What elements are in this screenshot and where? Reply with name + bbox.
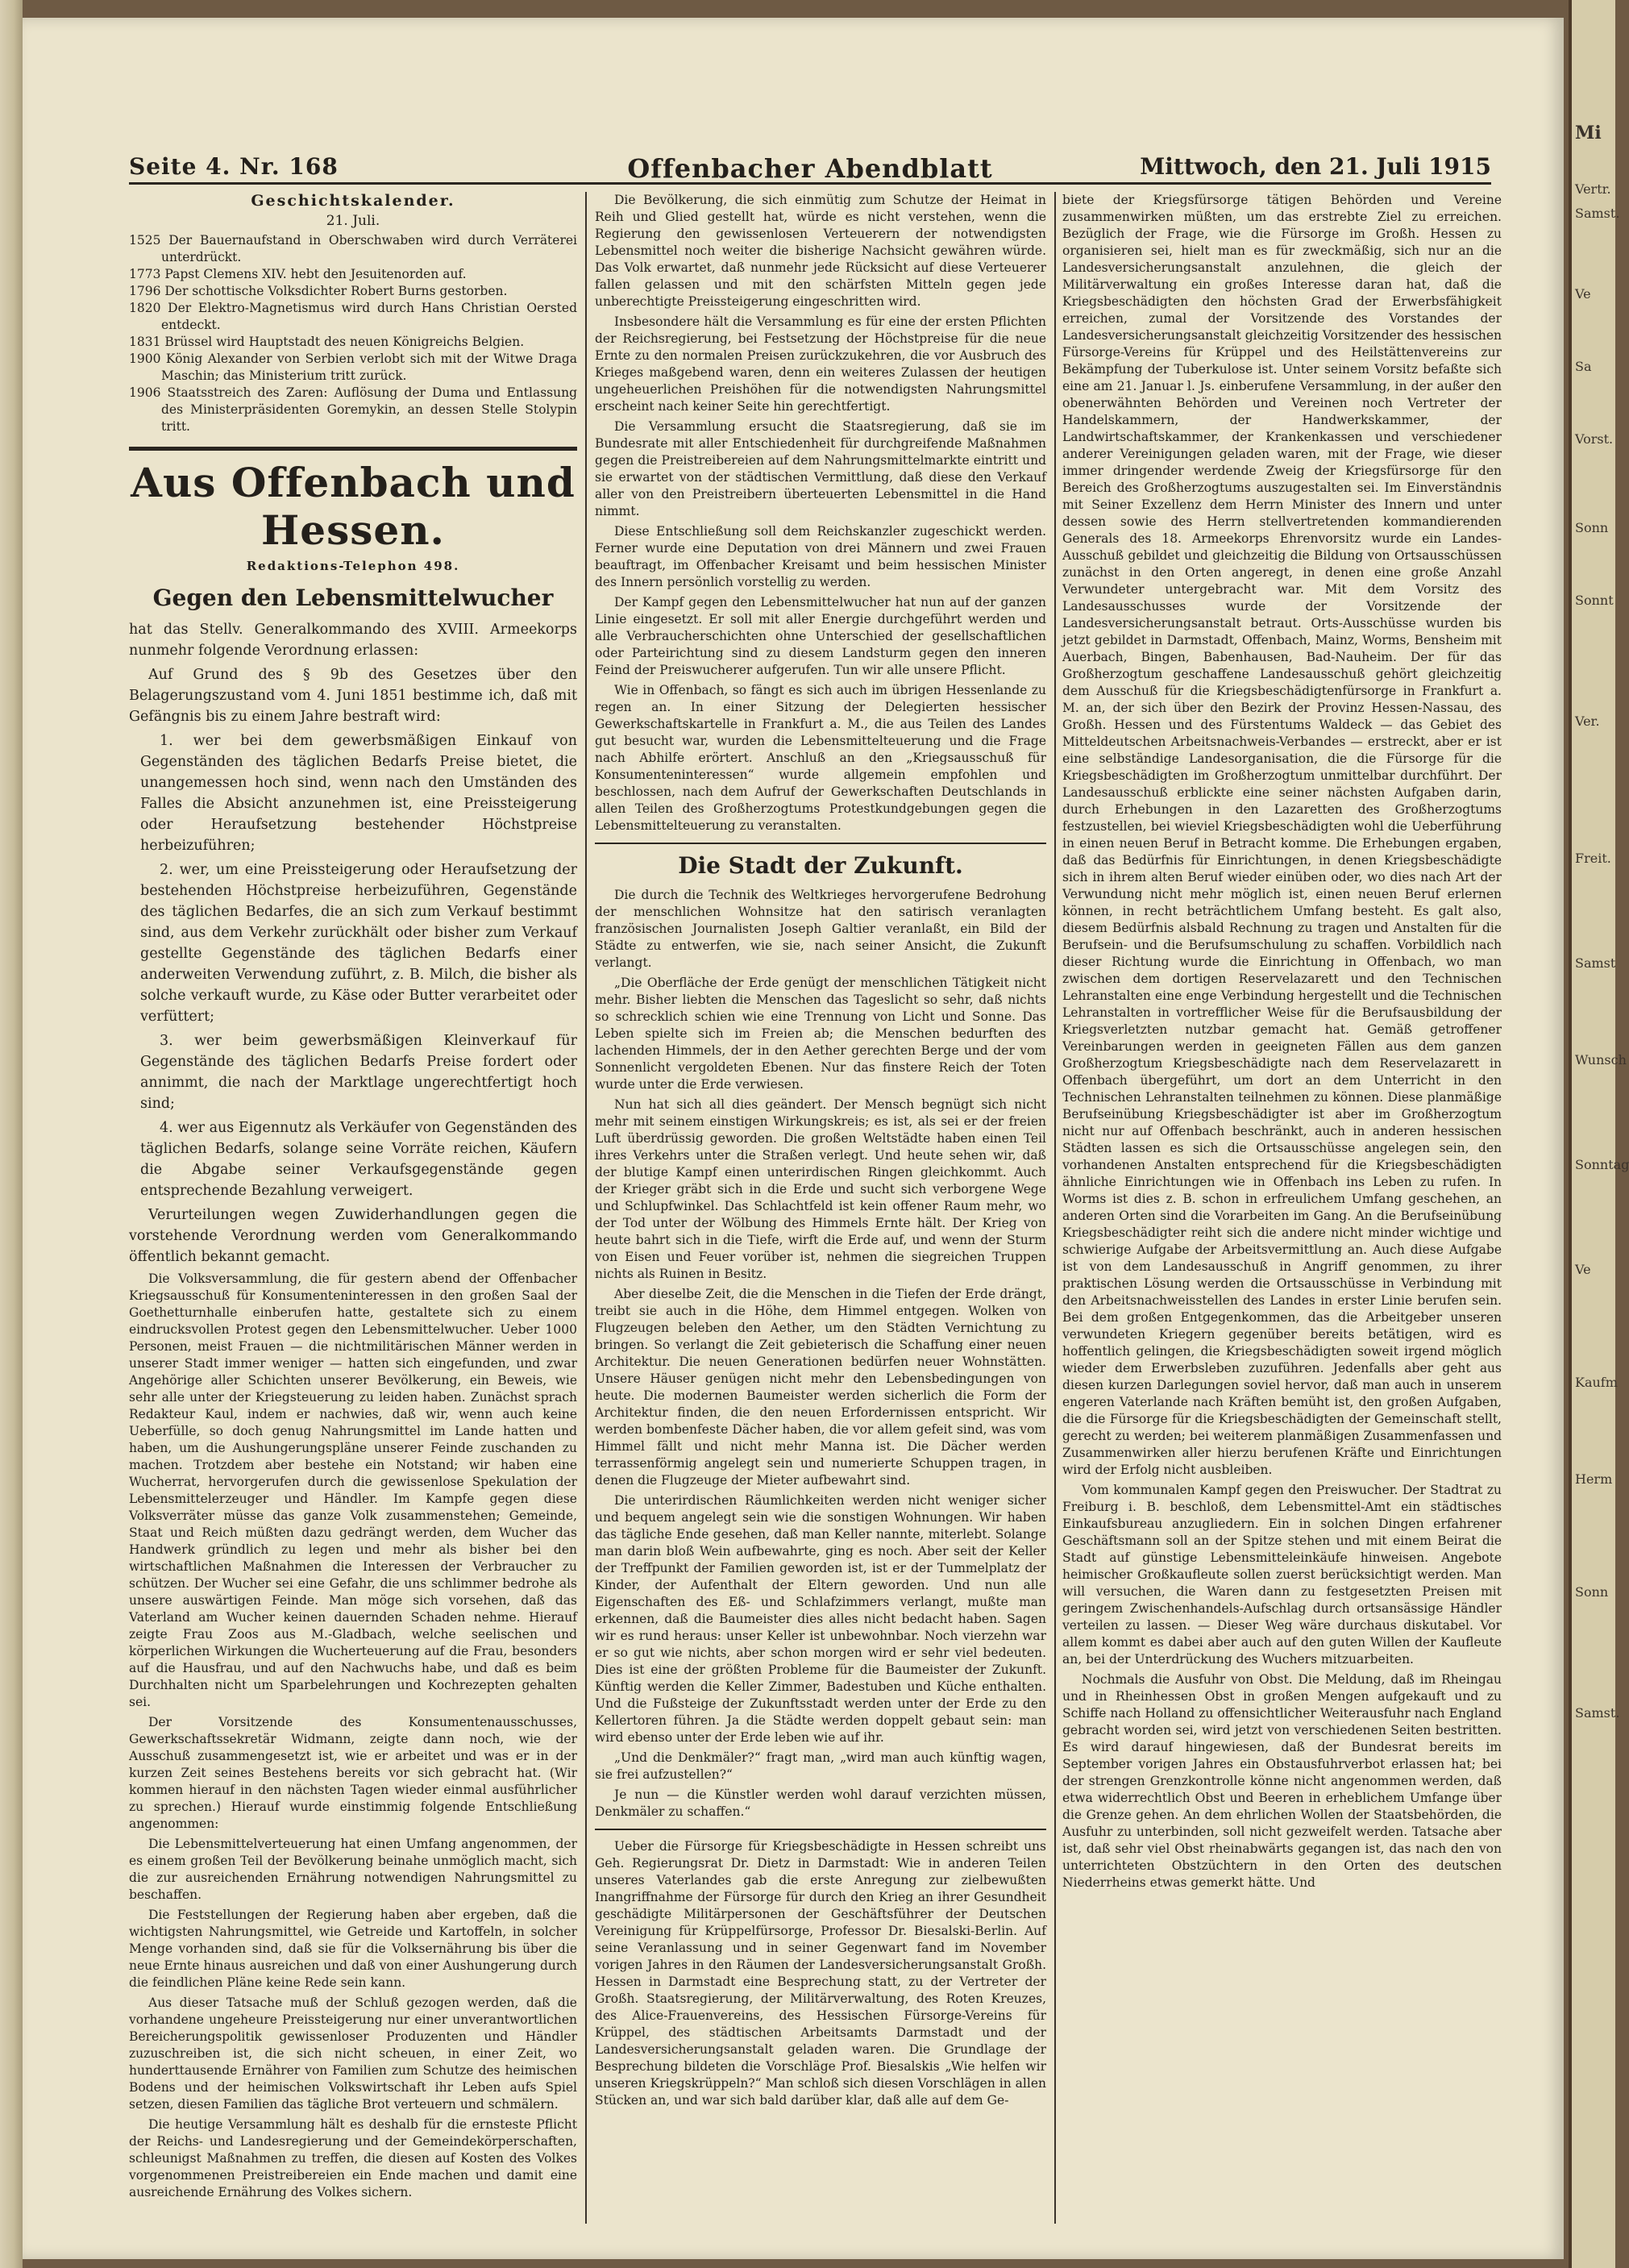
page-header <box>129 137 1491 185</box>
adjacent-page-fragment: Sonn <box>1575 1584 1609 1600</box>
article-paragraph: „Die Oberfläche der Erde genügt der menschlichen Tätigkeit nicht mehr. Bisher liebten die Menschen das Tageslicht so sehr, daß nichts so schrecklich schien wie eine Trennung von Licht und Sonne. Das Leben spielte sich im Freien ab; die Menschen bedurften des lachenden Himmels, der in den Aether gerechten Berge und der vom Sonnenlicht vergoldeten Ebenen. Nur das finstere Reich der Toten wurde unter die Erde verwiesen. <box>595 976 1046 1092</box>
column-rule <box>1054 192 1056 2224</box>
adjacent-page-fragment: Wunsch <box>1575 1052 1627 1067</box>
article-paragraph: Je nun — die Künstler werden wohl darauf verzichten müssen, Denkmäler zu schaffen.“ <box>595 1787 1046 1819</box>
article-paragraph: Wie in Offenbach, so fängt es sich auch im übrigen Hessenlande zu regen an. In einer Sitzung der Delegierten hessischer Gewerkschaftskartelle in Frankfurt a. M., die aus Teilen des Landes gut besucht war, wurden die Lebensmittelteuerung und die Frage nach Abhilfe erörtert. Anschluß an den „Kriegsausschuß für Konsumenteninteressen“ wurde allgemein empfohlen und beschlossen, nach dem Aufruf der Gewerkschaften Deutschlands in allen Teilen des Großherzogtums Protestkundgebungen gegen die Lebensmittelteuerung zu veranstalten. <box>595 683 1046 833</box>
adjacent-page-fragment: Freit. <box>1575 851 1611 866</box>
adjacent-page-fragment: Ve <box>1575 1262 1591 1277</box>
article-title: Die Stadt der Zukunft. <box>678 852 963 879</box>
adjacent-page-fragment: Samst <box>1575 955 1616 971</box>
section-title: Aus Offenbach und Hessen. <box>131 459 576 554</box>
book-binding-edge <box>0 0 23 2268</box>
article-paragraph: Insbesondere hält die Versammlung es für eine der ersten Pflichten der Reichsregierung, bei Festsetzung der Höchstpreise für die neue Ernte zu den normalen Preisen zurückzukehren, die vor Ausbruch des Krieges maßgebend waren, denn ein weiteres Zulassen der heutigen ungeheuerlichen Preishöhen für die notwendigsten Nahrungsmittel erscheint nach keiner Seite hin gerechtfertigt. <box>595 314 1046 414</box>
article-paragraph: hat das Stellv. Generalkommando des XVIII. Armeekorps nunmehr folgende Verordnung erlassen: <box>129 622 577 659</box>
article-paragraph: Die Volksversammlung, die für gestern abend der Offenbacher Kriegsausschuß für Konsumenteninteressen in den großen Saal der Goethetturnhalle einberufen hatte, gestaltete sich zu einem eindrucksvollen Protest gegen den Lebensmittelwucher. Ueber 1000 Personen, meist Frauen — die nichtmilitärischen Männer werden in unserer Stadt immer weniger — hatten sich eingefunden, und zwar Angehörige aller Schichten unserer Bevölkerung, ein Beweis, wie sehr alle unter der Kriegsteuerung zu leiden haben. Zunächst sprach Redakteur Kaul, indem er nachwies, daß wir, wenn auch keine Ueberfülle, so doch genug Nahrungsmittel im Lande hatten und haben, um die Aushungerungspläne unserer Feinde zuschanden zu machen. Trotzdem aber bestehe ein Notstand; wir haben eine Wucherrat, hervorgerufen durch die gewissenlose Spekulation der Lebensmittelerzeuger und Händler. Im Kampfe gegen diese Volksverräter müsse das ganze Volk zusammenstehen; Gemeinde, Staat und Reich müßten dazu gedrängt werden, dem Wucher das Handwerk gründlich zu legen und mehr als bisher bei den wirtschaftlichen Maßnahmen die Interessen der Verbraucher zu schützen. Der Wucher sei eine Gefahr, die uns schlimmer bedrohe als unsere auswärtigen Feinde. Man möge sich vorsehen, daß das Vaterland am Wucher keinen dauernden Schaden nehme. Hierauf zeigte Frau Zoos aus M.-Gladbach, welche seelischen und körperlichen Wirkungen die Wucherteuerung auf die Frau, besonders auf die Hausfrau, und auf den Nachwuchs habe, und daß es beim Durchhalten nicht um Sparbelehrungen und Kochrezepten gehalten sei. <box>129 1271 577 1709</box>
ordinance-item: 1. wer bei dem gewerbsmäßigen Einkauf von Gegenständen des täglichen Bedarfs Preise bietet, die unangemessen hoch sind, wenn nach den Umständen des Falles die Absicht anzunehmen ist, eine Preissteigerung oder Heraufsetzung bestehender Höchstpreise herbeizuführen; <box>140 733 577 854</box>
editorial-phone: Redaktions-Telephon 498. <box>246 559 460 573</box>
newspaper-title: Offenbacher Abendblatt <box>627 153 993 184</box>
adjacent-page-fragment: Herm <box>1575 1471 1613 1487</box>
column-1 <box>129 192 577 2204</box>
adjacent-page-fragment: Kaufm <box>1575 1375 1618 1390</box>
adjacent-page-fragment: Samst. <box>1575 206 1620 221</box>
article-divider <box>595 1829 1046 1830</box>
article-paragraph: Diese Entschließung soll dem Reichskanzler zugeschickt werden. Ferner wurde eine Deputation von drei Männern und zwei Frauen beauftragt, im Offenbacher Kreisamt und beim hessischen Minister des Innern persönlich vorstellig zu werden. <box>595 524 1046 589</box>
calendar-entry: 1831 Brüssel wird Hauptstadt des neuen Königreichs Belgien. <box>129 335 525 349</box>
resolution-paragraph: Die heutige Versammlung hält es deshalb für die ernsteste Pflicht der Reichs- und Landesregierung und der Gemeindekörperschaften, schleunigst Maßnahmen zu treffen, die diesen auf Kosten des Volkes vorgenommenen Preistreibereien ein Ende machen und damit eine ausreichende Ernährung des Volkes sichern. <box>129 2117 577 2199</box>
article-paragraph: biete der Kriegsfürsorge tätigen Behörden und Vereine zusammenwirken müßten, um das erstrebte Ziel zu erreichen. Bezüglich der Frage, wie die Fürsorge im Großh. Hessen zu organisieren sei, hielt man es für zweckmäßig, sich nur an die Landesversicherungsanstalt anzulehnen, die gleich der Militärverwaltung ein großes Interesse daran hat, daß die Kriegsbeschädigten den höchsten Grad der Erwerbsfähigkeit erreichen, zumal der Vorsitzende des Vorstandes der Landesversicherungsanstalt gleichzeitig Vorsitzender des hessischen Fürsorge-Vereins für Krüppel und des Heilstättenvereins zur Bekämpfung der Tuberkulose ist. Unter seinem Vorsitz befaßte sich eine am 21. Januar l. Js. einberufene Versammlung, in der außer den obenerwähnten Behörden und Vereinen noch Vertreter der Handelskammern, der Handwerkskammer, der Landwirtschaftskammer, der Krankenkassen und verschiedener anderer Vereinigungen geladen waren, mit der Frage, wie dieser immer dringender werdende Zweig der Kriegsfürsorge für den Bereich des Großherzogtums auszugestalten sei. Im Einverständnis mit Seiner Exzellenz dem Herrn Minister des Innern und unter dessen sowie des Herrn stellvertretenden kommandierenden Generals des 18. Armeekorps Ehrenvorsitz wurde ein Landes-Ausschuß gebildet und gleichzeitig die Bildung von Ortsausschüssen zunächst in den Orten angeregt, in denen eine große Anzahl Verwundeter untergebracht war. Mit dem Vorsitz des Landesausschusses wurde der Vorsitzende der Landesversicherungsanstalt betraut. Orts-Ausschüsse wurden bis jetzt gebildet in Darmstadt, Offenbach, Mainz, Worms, Bensheim mit Auerbach, Bingen, Babenhausen, Bad-Nauheim. Der für das Großherzogtum geschaffene Landesausschuß gehört gleichzeitig dem Ausschuß für die Kriegsbeschädigtenfürsorge in Frankfurt a. M. an, der sich über den Bezirk der Provinz Hessen-Nassau, des Großh. Hessen und des Fürstentums Waldeck — das Gebiet des Mitteldeutschen Arbeitsnachweis-Verbandes — erstreckt, aber er ist eine selbständige Landesorganisation, die die Fürsorge für die Kriegsbeschädigten im Großherzogtum unmittelbar durchführt. Der Landesausschuß erblickte eine seiner nächsten Aufgaben darin, durch Erhebungen in den Lazaretten des Großherzogtums festzustellen, bei wieviel Kriegsbeschädigten wohl die Ueberführung in einen neuen Beruf in Betracht komme. Die Erhebungen ergaben, daß das Bedürfnis für Einrichtungen, in denen Kriegsbeschädigte sich in ihrem alten Beruf wieder einüben oder, wo dies nach Art der Verwundung nicht mehr möglich ist, einen neuen Beruf erlernen können, in recht beträchtlichem Umfang besteht. Es galt also, diesem Bedürfnis alsbald Rechnung zu tragen und Anstalten für die Berufsein- und die Berufsumschulung zu schaffen. Vorbildlich nach dieser Richtung wurde die Einrichtung in Offenbach, wo man zwischen dem dortigen Reservelazarett und den Technischen Lehranstalten eine enge Verbindung hergestellt und die Technischen Lehranstalten in vortrefflicher Weise für die Berufsausbildung der Kriegsverletzten nutzbar gemacht hat. Gemäß getroffener Vereinbarungen werden in geeigneten Fällen aus dem ganzen Großherzogtum Kriegsbeschädigte nach dem Reservelazarett in Offenbach übergeführt, um dort an dem Unterricht in den Technischen Lehranstalten teilnehmen zu können. Diese planmäßige Berufseinübung Kriegsbeschädigter ist aber im Großherzogtum nicht nur auf Offenbach beschränkt, auch in anderen hessischen Städten lassen es sich die Ortsausschüsse angelegen sein, den vorhandenen Anstalten entsprechend für die Kriegsbeschädigten ähnliche Einrichtungen wie in Offenbach ins Leben zu rufen. In Worms ist dies z. B. schon in erfreulichem Umfang geschehen, an anderen Orten sind die Vorarbeiten im Gang. An die Berufseinübung Kriegsbeschädigter reiht sich die andere nicht minder wichtige und schwierige Aufgabe der Arbeitsvermittlung an. Auch diese Aufgabe ist von dem Landesausschuß in Angriff genommen, zu ihrer praktischen Lösung werden die Ortsausschüsse in Verbindung mit den Arbeitsnachweisstellen des Landes in erster Linie berufen sein. Bei dem großen Entgegenkommen, das die Arbeitgeber unseren verwundeten Kriegern gegenüber bereits betätigen, wird es hoffentlich gelingen, die Kriegsbeschädigten soweit irgend möglich wieder dem Erwerbsleben zuzuführen. Jedenfalls aber geht aus diesen kurzen Darlegungen soviel hervor, daß man auch in unserem engeren Vaterlande nach Kräften bemüht ist, den großen Aufgaben, die die Fürsorge für die Kriegsbeschädigten der Gemeinschaft stellt, gerecht zu werden; bei weiterem planmäßigen Zusammenfassen und Zusammenwirken aller hierzu berufenen Kräfte und Einrichtungen wird der Erfolg nicht ausbleiben. <box>1062 193 1502 1477</box>
column-3 <box>1062 192 1502 1895</box>
article-paragraph: Verurteilungen wegen Zuwiderhandlungen gegen die vorstehende Verordnung werden vom Generalkommando öffentlich bekannt gemacht. <box>129 1207 577 1265</box>
article-paragraph: „Und die Denkmäler?“ fragt man, „wird man auch künftig wagen, sie frei aufzustellen?“ <box>595 1750 1046 1782</box>
article-paragraph: Die unterirdischen Räumlichkeiten werden nicht weniger sicher und bequem angelegt sein wie die sonstigen Wohnungen. Wir haben das tägliche Ende gesehen, daß man Keller nannte, miterlebt. Solange man darin bloß Wein aufbewahrte, ging es noch. Aber seit der Keller der Treffpunkt der Familien geworden ist, ist er der Tummelplatz der Kinder, der Aufenthalt der Eltern geworden. Und nun alle Eigenschaften des Eß- und Schlafzimmers verlangt, mußte man erkennen, daß die Baumeister dies alles nicht bedacht haben. Sagen wir es rund heraus: unser Keller ist unbewohnbar. Noch vierzehn war er so gut wie nichts, aber schon morgen wird er sehr viel bedeuten. Dies ist eine der größten Probleme für die Baumeister der Zukunft. Künftig werden die Keller Zimmer, Badestuben und Küche enthalten. Und die Fußsteige der Zukunftsstadt werden unter der Erde zu den Kellertoren führen. Ja die Städte werden doppelt gebaut sein: man wird ebenso unter der Erde leben wie auf ihr. <box>595 1493 1046 1745</box>
column-rule <box>585 192 587 2224</box>
article-divider <box>595 843 1046 844</box>
adjacent-page-fragment: Vorst. <box>1575 431 1614 447</box>
page-number: Seite 4. Nr. 168 <box>129 153 339 180</box>
article-paragraph: Die Versammlung ersucht die Staatsregierung, daß sie im Bundesrate mit aller Entschiedenheit für durchgreifende Maßnahmen gegen die Preistreibereien auf dem Nahrungsmittelmarkte eintritt und sie erwartet von der städtischen Vermittlung, daß diese den Verkauf aller von den Preistreibern überteuerten Lebensmittel in die Hand nimmt. <box>595 419 1046 518</box>
article-paragraph: Auf Grund des § 9b des Gesetzes über den Belagerungszustand vom 4. Juni 1851 bestimme ich, daß mit Gefängnis bis zu einem Jahre bestraft wird: <box>129 667 577 725</box>
calendar-entry: 1525 Der Bauernaufstand in Oberschwaben wird durch Verräterei unterdrückt. <box>129 233 577 264</box>
column-2 <box>595 192 1046 2112</box>
calendar-title: Geschichtskalender. <box>251 192 455 210</box>
adjacent-page-fragment: Vertr. <box>1575 181 1611 197</box>
calendar-entry: 1773 Papst Clemens XIV. hebt den Jesuitenorden auf. <box>129 267 467 281</box>
adjacent-page-fragment: Sa <box>1575 359 1592 374</box>
article-paragraph: Nun hat sich all dies geändert. Der Mensch begnügt sich nicht mehr mit seinem einstigen Wirkungskreis; es ist, als sei er der freien Luft überdrüssig geworden. Die großen Weltstädte haben einen Teil ihres Verkehrs unter die Straßen verlegt. Und heute sehen wir, daß der blutige Kampf einen unterirdischen Ringen gleichkommt. Auch der Krieger gräbt sich in die Erde und sucht sich verborgene Wege und Schlupfwinkel. Das Schlachtfeld ist kein offener Raum mehr, wo der Tod unter der Wölbung des Himmels Ernte hält. Der Krieg von heute bahrt sich in die Tiefe, wirft die Erde auf, und wenn der Sturm von Eisen und Feuer vorüber ist, nehmen die siegreichen Truppen nichts als Ruinen in Besitz. <box>595 1097 1046 1281</box>
article-paragraph: Die durch die Technik des Weltkrieges hervorgerufene Bedrohung der menschlichen Wohnsitze hat den satirisch veranlagten französischen Journalisten Joseph Galtier veranlaßt, ein Bild der Städte zu entwerfen, wie sie, nach seiner Ansicht, die Zukunft verlangt. <box>595 888 1046 970</box>
article-paragraph: Die Bevölkerung, die sich einmütig zum Schutze der Heimat in Reih und Glied gestellt hat, würde es nicht verstehen, wenn die Regierung den gewissenlosen Verteuerern der notwendigsten Lebensmittel noch weiter die bisherige Nachsicht gewähren würde. Das Volk erwartet, daß nunmehr jede Rücksicht auf diese Verteuerer fallen gelassen und mit den schärfsten Mitteln gegen jede unberechtigte Preissteigerung eingeschritten wird. <box>595 193 1046 309</box>
article-paragraph: Der Kampf gegen den Lebensmittelwucher hat nun auf der ganzen Linie eingesetzt. Er soll mit aller Energie durchgeführt werden und alle Verbraucherschichten ohne Unterschied der gesellschaftlichen oder Parteirichtung sind zu diesem Landsturm gegen den inneren Feind der Preiswucherer aufgerufen. Tun wir alle unsere Pflicht. <box>595 595 1046 677</box>
article-title: Gegen den Lebensmittelwucher <box>152 585 554 611</box>
ordinance-item: 4. wer aus Eigennutz als Verkäufer von Gegenständen des täglichen Bedarfs, solange seine Vorräte reichen, Käufern die Abgabe seiner Verkaufsgegenstände gegen entsprechende Bezahlung verweigert. <box>140 1120 577 1199</box>
ordinance-item: 3. wer beim gewerbsmäßigen Kleinverkauf für Gegenstände des täglichen Bedarfs Preise fordert oder annimmt, die nach der Marktlage ungerechtfertigt hoch sind; <box>140 1033 577 1112</box>
resolution-paragraph: Die Lebensmittelverteuerung hat einen Umfang angenommen, der es einem großen Teil der Bevölkerung beinahe unmöglich macht, sich die zur ausreichenden Ernährung notwendigen Nahrungsmittel zu beschaffen. <box>129 1837 577 1902</box>
resolution-paragraph: Die Feststellungen der Regierung haben aber ergeben, daß die wichtigsten Nahrungsmittel, wie Getreide und Kartoffeln, in solcher Menge vorhanden sind, daß sie für die Volksernährung bis über die neue Ernte hinaus ausreichen und daß von einer Aushungerung durch die feindlichen Pläne keine Rede sein kann. <box>129 1908 577 1990</box>
calendar-date: 21. Juli. <box>326 213 380 229</box>
newspaper-page <box>23 18 1564 2259</box>
calendar-entries <box>129 232 577 435</box>
adjacent-page-fragment: Mi <box>1575 123 1602 144</box>
article-paragraph: Vom kommunalen Kampf gegen den Preiswucher. Der Stadtrat zu Freiburg i. B. beschloß, dem Lebensmittel-Amt ein städtisches Einkaufsbureau anzugliedern. Ein in solchen Dingen erfahrener Geschäftsmann soll an der Spitze stehen und mit einem Beirat die Stadt auf günstige Lebensmitteleinkäufe hinweisen. Angebote heimischer Großkaufleute sollen zuerst berücksichtigt werden. Man will versuchen, die Waren dann zu festgesetzten Preisen mit geringem Zwischenhandels-Aufschlag durch ortsansässige Händler verteilen zu lassen. — Dieser Weg wäre durchaus diskutabel. Vor allem kommt es dabei aber auch auf den guten Willen der Kaufleute an, bei der Unterdrückung des Wuchers mitzuarbeiten. <box>1062 1483 1502 1667</box>
adjacent-page-fragment: Sonn <box>1575 520 1609 535</box>
calendar-entry: 1900 König Alexander von Serbien verlobt sich mit der Witwe Draga Maschin; das Ministerium tritt zurück. <box>129 352 577 383</box>
adjacent-page-edge <box>1569 0 1629 2268</box>
history-calendar <box>129 192 577 435</box>
resolution-paragraph: Aus dieser Tatsache muß der Schluß gezogen werden, daß die vorhandene ungeheure Preissteigerung nur einer unverantwortlichen Bereicherungspolitik gewissenloser Produzenten und Händler zuzuschreiben ist, die sich nicht scheuen, in einer Zeit, wo hunderttausende Ernährer von Familien zum Schutze des heimischen Bodens und der heimischen Volkswirtschaft ihr Leben aufs Spiel setzen, diesen Familien das tägliche Brot verteuern und schmälern. <box>129 1995 577 2112</box>
adjacent-page-fragment: Samst. <box>1575 1705 1620 1721</box>
adjacent-page-fragment: Sonnt <box>1575 593 1614 608</box>
adjacent-page-fragment: Ver. <box>1575 714 1600 729</box>
calendar-entry: 1820 Der Elektro-Magnetismus wird durch Hans Christian Oersted entdeckt. <box>129 301 577 332</box>
adjacent-page-fragment: Ve <box>1575 286 1591 302</box>
section-divider <box>129 447 577 451</box>
calendar-entry: 1796 Der schottische Volksdichter Robert Burns gestorben. <box>129 284 508 298</box>
adjacent-page-fragment: Sonntag <box>1575 1157 1629 1172</box>
calendar-entry: 1906 Staatsstreich des Zaren: Auflösung der Duma und Entlassung des Ministerpräsidenten Goremykin, an dessen Stelle Stolypin tritt. <box>129 385 577 434</box>
article-paragraph: Der Vorsitzende des Konsumentenausschusses, Gewerkschaftssekretär Widmann, zeigte dann noch, wie der Ausschuß zusammengesetzt ist, wie er arbeitet und was er in der kurzen Zeit seines Bestehens bereits vor sich gebracht hat. (Wir kommen hierauf in den nächsten Tagen wieder einmal ausführlicher zu sprechen.) Hierauf wurde einstimmig folgende Entschließung angenommen: <box>129 1715 577 1831</box>
article-paragraph: Aber dieselbe Zeit, die die Menschen in die Tiefen der Erde drängt, treibt sie auch in die Höhe, dem Himmel entgegen. Wolken von Flugzeugen beleben den Aether, um den Städten Vernichtung zu bringen. So verlangt die Zeit gebieterisch die Schaffung einer neuen Architektur. Die neuen Generationen bedürfen neuer Wohnstätten. Unsere Häuser genügen nicht mehr den Lebensbedingungen von heute. Die modernen Baumeister werden sicherlich die Form der Architektur finden, die den neuen Erfordernissen entspricht. Wir werden bombenfeste Dächer haben, die vor allem gefeit sind, was vom Himmel fällt und nicht mehr Manna ist. Die Dächer werden terrassenförmig angelegt sein und numerierte Schuppen tragen, in denen die Flugzeuge der Mieter aufbewahrt sind. <box>595 1287 1046 1488</box>
article-paragraph: Ueber die Fürsorge für Kriegsbeschädigte in Hessen schreibt uns Geh. Regierungsrat Dr. Dietz in Darmstadt: Wie in anderen Teilen unseres Vaterlandes gab die erste Anregung zur zielbewußten Inangriffnahme der Fürsorge für durch den Krieg an ihrer Gesundheit geschädigte Militärpersonen der Geschäftsführer der Deutschen Vereinigung für Krüppelfürsorge, Professor Dr. Biesalski-Berlin. Auf seine Veranlassung und in seiner Gegenwart fand im November vorigen Jahres in den Räumen der Landesversicherungsanstalt Großh. Hessen in Darmstadt eine Besprechung statt, zu der Vertreter der Großh. Staatsregierung, der Militärverwaltung, des Roten Kreuzes, des Alice-Frauenvereins, des Hessischen Fürsorge-Vereins für Krüppel, des städtischen Arbeitsamts Darmstadt und der Landesversicherungsanstalt geladen waren. Die Grundlage der Besprechung bildeten die Vorschläge Prof. Biesalskis „Wie helfen wir unseren Kriegskrüppeln?“ Man schloß sich diesen Vorschlägen in allen Stücken an, und war sich bald darüber klar, daß alle auf dem Ge- <box>595 1839 1046 2108</box>
issue-date: Mittwoch, den 21. Juli 1915 <box>1140 153 1491 180</box>
article-paragraph: Nochmals die Ausfuhr von Obst. Die Meldung, daß im Rheingau und in Rheinhessen Obst in großen Mengen aufgekauft und zu Schiffe nach Holland zu offensichtlicher Weiterausfuhr nach England gebracht worden sei, wird jetzt von verschiedenen Seiten bestritten. Es wird darauf hingewiesen, daß der Bundesrat bereits im September vorigen Jahres ein Obstausfuhrverbot erlassen hat; bei der strengen Grenzkontrolle könne nicht angenommen werden, daß etwa widerrechtlich Obst und Beeren in erheblichem Umfange über die Grenze gehen. An dem ehrlichen Wollen der Staatsbehörden, die Ausfuhr zu unterbinden, soll nicht gezweifelt werden. Tatsache aber ist, daß sehr viel Obst rheinabwärts gegangen ist, das nach den von unterrichteten Obstzüchtern in den Orten des deutschen Niederrheins etwas gemerkt hätte. Und <box>1062 1672 1502 1890</box>
ordinance-item: 2. wer, um eine Preissteigerung oder Heraufsetzung der bestehenden Höchstpreise herbeizuführen, Gegenstände des täglichen Bedarfes, die an sich zum Verkauf bestimmt sind, aus dem Verkehr zurückhält oder bisher zum Verkauf gestellte Gegenstände des täglichen Bedarfs einer anderweiten Verwendung zuführt, z. B. Milch, die bisher als solche verkauft wurde, zu Käse oder Butter verarbeitet oder verfüttert; <box>140 862 577 1025</box>
